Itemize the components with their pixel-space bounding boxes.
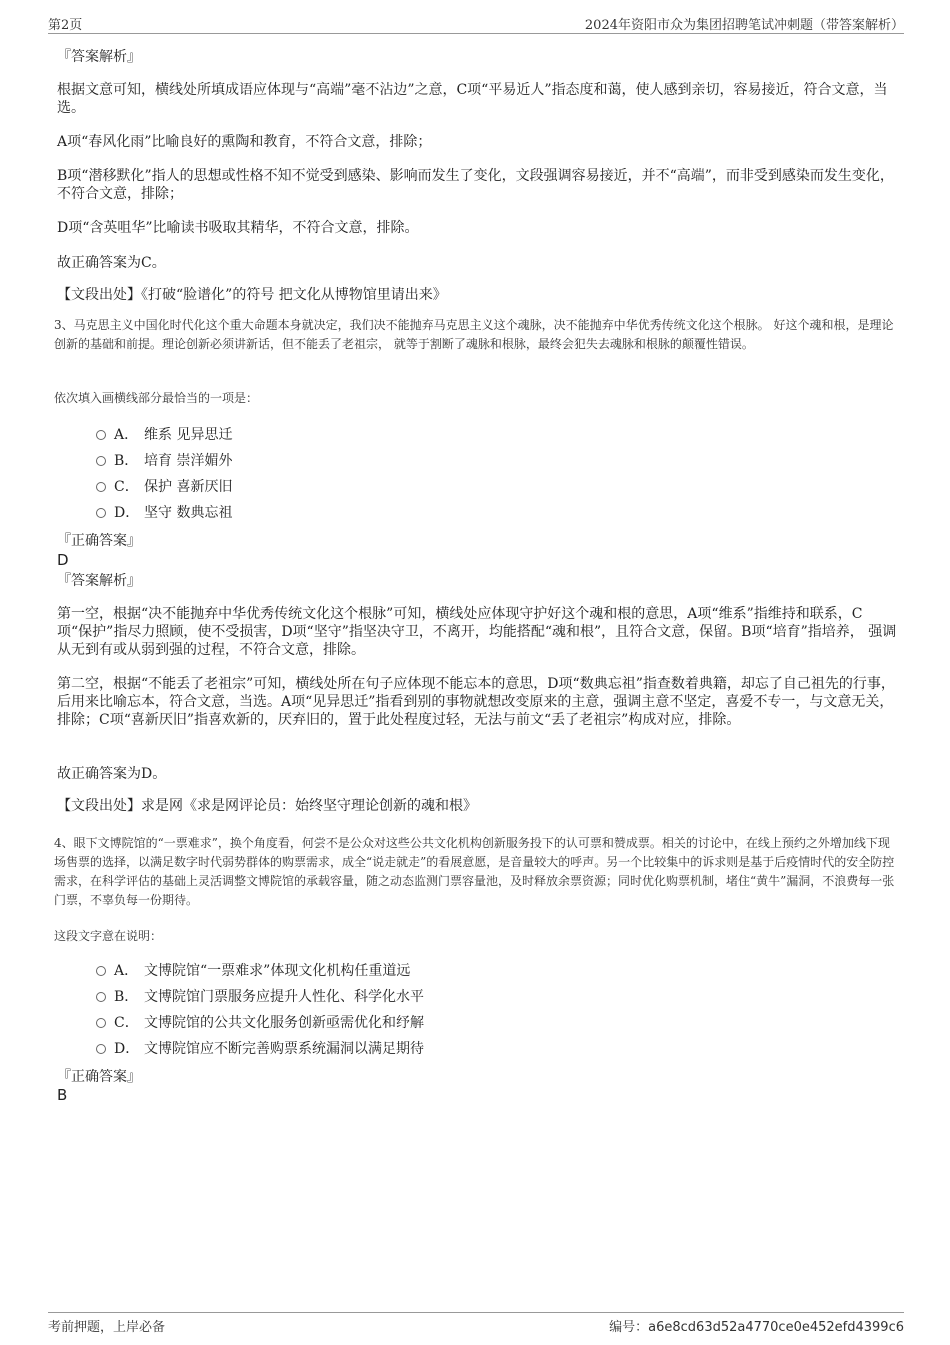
q2-source: 【文段出处】《打破“脸谱化”的符号 把文化从博物馆里请出来》: [57, 287, 447, 303]
q3-answer: D: [57, 551, 69, 569]
q3-answer-tag: 『正确答案』: [57, 533, 141, 549]
footer-code-label: 编号：: [609, 1320, 649, 1335]
q4-option-d[interactable]: [96, 1040, 424, 1058]
q3-analysis-tag: 『答案解析』: [57, 573, 141, 589]
q3-source: 【文段出处】求是网《求是网评论员：始终坚守理论创新的魂和根》: [57, 798, 477, 814]
q3-analysis-p2: 第二空，根据“不能丢了老祖宗”可知，横线处所在句子应体现不能忘本的意思，D项“数典忘祖”指查数着典籍，却忘了自己祖先的行事， 后用来比喻忘本，符合文意，当选。A项“见异思迁”指看到别的事物就想改变原来的主意，强调主意不坚定，喜爱不专一，与文意无关，排除；C项“喜新厌旧”指喜欢新的，厌弃旧的，置于此处程度过轻，无法与前文“丢了老祖宗”构成对应，排除。: [57, 676, 895, 728]
option-text: 培育 崇洋媚外: [144, 453, 233, 469]
radio-icon[interactable]: [96, 992, 106, 1002]
q3-option-a[interactable]: [96, 426, 232, 444]
option-text: 保护 喜新厌旧: [144, 479, 233, 495]
page-number: 第2页: [48, 18, 83, 33]
option-letter: C．: [114, 1015, 139, 1031]
page-header: [48, 14, 904, 34]
q2-analysis-p2: A项“春风化雨”比喻良好的熏陶和教育，不符合文意，排除；: [57, 134, 432, 150]
option-text: 文博院馆应不断完善购票系统漏洞以满足期待: [144, 1041, 424, 1057]
q4-option-c[interactable]: [96, 1014, 424, 1032]
radio-icon[interactable]: [96, 430, 106, 440]
q3-conclusion: 故正确答案为D。: [57, 766, 167, 782]
footer-code-value: a6e8cd63d52a4770ce0e452efd4399c6: [648, 1320, 904, 1335]
q4-option-a[interactable]: [96, 962, 410, 980]
q4-answer-tag: 『正确答案』: [57, 1069, 141, 1085]
footer-code: [609, 1316, 904, 1335]
q3-analysis-p1: 第一空，根据“决不能抛弃中华优秀传统文化这个根脉”可知，横线处应体现守护好这个魂和根的意思，A项“维系”指维持和联系，C项“保护”指尽力照顾，使不受损害，D项“坚守”指坚决守卫，不离开，均能搭配“魂和根”，且符合文意，保留。B项“培育”指培养， 强调从无到有或从弱到强的过程，不符合文意，排除。: [57, 606, 897, 658]
q2-analysis-p3: B项“潜移默化”指人的思想或性格不知不觉受到感染、影响而发生了变化，文段强调容易接近，并不“高端”，而非受到感染而发生变化，不符合文意，排除；: [57, 168, 894, 202]
option-text: 文博院馆门票服务应提升人性化、科学化水平: [144, 989, 424, 1005]
option-text: 坚守 数典忘祖: [144, 505, 233, 521]
q4-prompt: 这段文字意在说明：: [54, 929, 163, 943]
radio-icon[interactable]: [96, 1044, 106, 1054]
radio-icon[interactable]: [96, 482, 106, 492]
q4-stem: 4、眼下文博院馆的“一票难求”，换个角度看，何尝不是公众对这些公共文化机构创新服务投下的认可票和赞成票。相关的讨论中，在线上预约之外增加线下现场售票的选择，以满足数字时代弱势群体的购票需求，成全“说走就走”的看展意愿，是音量较大的呼声。另一个比较集中的诉求则是基于后疫情时代的安全防控需求，在科学评估的基础上灵活调整文博院馆的承载容量，随之动态监测门票容量池，及时释放余票资源；同时优化购票机制，堵住“黄牛”漏洞，不浪费每一张门票，不辜负每一份期待。: [54, 836, 895, 907]
option-text: 维系 见异思迁: [144, 427, 233, 443]
option-letter: D．: [114, 1041, 140, 1057]
option-text: 文博院馆“一票难求”体现文化机构任重道远: [144, 963, 411, 979]
radio-icon[interactable]: [96, 1018, 106, 1028]
q2-analysis-tag: 『答案解析』: [57, 49, 141, 65]
radio-icon[interactable]: [96, 508, 106, 518]
q2-analysis-p4: D项“含英咀华”比喻读书吸取其精华，不符合文意，排除。: [57, 220, 419, 236]
radio-icon[interactable]: [96, 456, 106, 466]
option-letter: D．: [114, 505, 140, 521]
q2-conclusion: 故正确答案为C。: [57, 255, 166, 271]
footer-slogan: 考前押题，上岸必备: [48, 1320, 166, 1335]
q2-analysis-p1: 根据文意可知，横线处所填成语应体现与“高端”毫不沾边”之意，C项“平易近人”指态度和蔼，使人感到亲切，容易接近，符合文意，当选。: [57, 82, 888, 116]
q3-option-c[interactable]: [96, 478, 232, 496]
q3-stem: 3、马克思主义中国化时代化这个重大命题本身就决定，我们决不能抛弃马克思主义这个魂脉，决不能抛弃中华优秀传统文化这个根脉。 好这个魂和根，是理论创新的基础和前提。理论创新必须讲新话，但不能丢了老祖宗， 就等于割断了魂脉和根脉，最终会犯失去魂脉和根脉的颠覆性错误。: [54, 318, 894, 351]
q4-option-b[interactable]: [96, 988, 424, 1006]
radio-icon[interactable]: [96, 966, 106, 976]
q3-option-b[interactable]: [96, 452, 232, 470]
option-letter: A．: [114, 427, 139, 443]
q3-option-d[interactable]: [96, 504, 232, 522]
document-title: 2024年资阳市众为集团招聘笔试冲刺题（带答案解析）: [584, 18, 904, 33]
option-letter: A．: [114, 963, 139, 979]
q3-prompt: 依次填入画横线部分最恰当的一项是：: [54, 391, 259, 405]
q4-answer: B: [57, 1086, 68, 1104]
option-text: 文博院馆的公共文化服务创新亟需优化和纾解: [144, 1015, 424, 1031]
option-letter: C．: [114, 479, 139, 495]
option-letter: B．: [114, 989, 139, 1005]
page-footer: [48, 1312, 904, 1335]
option-letter: B．: [114, 453, 139, 469]
